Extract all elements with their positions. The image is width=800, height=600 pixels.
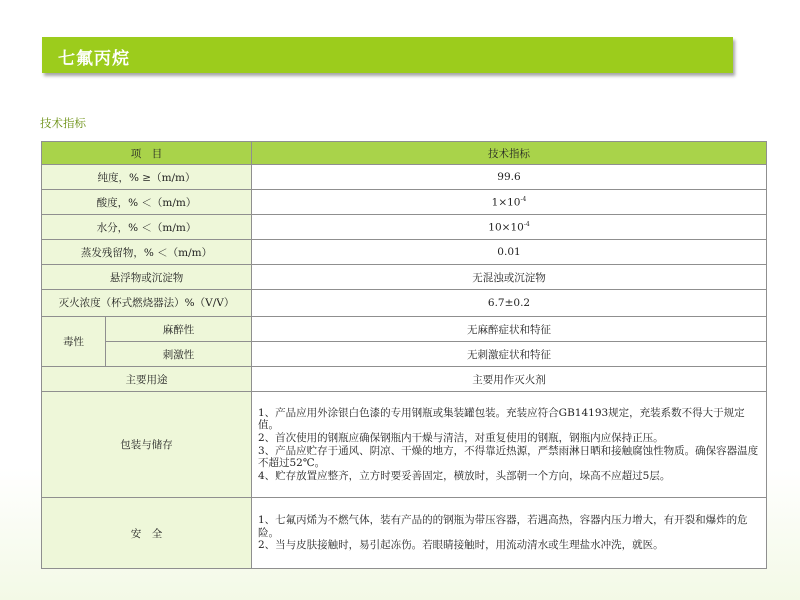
row-value-suspended: 无混浊或沉淀物 <box>252 265 767 290</box>
table-row <box>42 190 767 215</box>
row-label-usage: 主要用途 <box>42 367 252 392</box>
row-label-moisture: 水分，% ＜（m/m） <box>42 215 252 240</box>
row-label-toxicity: 毒性 <box>42 317 106 367</box>
safety-line: 2、当与皮肤接触时，易引起冻伤。若眼睛接触时，用流动清水或生理盐水冲洗，就医。 <box>258 539 664 552</box>
packaging-line: 4、贮存放置应整齐，立方时要妥善固定，横放时，头部朝一个方向，垛高不应超过5层。 <box>258 469 671 482</box>
table-row <box>42 498 767 569</box>
row-label-suspended: 悬浮物或沉淀物 <box>42 265 252 290</box>
row-value-residue: 0.01 <box>252 240 767 265</box>
row-value-extinguish: 6.7±0.2 <box>252 290 767 317</box>
spec-table <box>41 141 767 569</box>
row-value-safety <box>252 498 767 569</box>
row-value-anesthetic: 无麻醉症状和特征 <box>252 317 767 342</box>
moisture-exponent: -4 <box>523 220 530 228</box>
table-row <box>42 317 767 342</box>
table-row <box>42 342 767 367</box>
table-row <box>42 392 767 498</box>
table-row <box>42 367 767 392</box>
acidity-exponent: -4 <box>520 195 527 203</box>
packaging-line: 2、首次使用的钢瓶应确保钢瓶内干燥与清洁，对重复使用的钢瓶，钢瓶内应保持正压。 <box>258 431 664 444</box>
table-row <box>42 290 767 317</box>
moisture-base: 10×10 <box>488 221 524 234</box>
row-label-packaging: 包装与储存 <box>42 392 252 498</box>
safety-line: 1、七氟丙烯为不燃气体，装有产品的的钢瓶为带压容器，若遇高热，容器内压力增大，有开裂和爆炸的危险。 <box>258 514 748 539</box>
row-value-packaging <box>252 392 767 498</box>
section-label: 技术指标 <box>40 116 86 130</box>
row-value-usage: 主要用作灭火剂 <box>252 367 767 392</box>
row-value-irritant: 无刺激症状和特征 <box>252 342 767 367</box>
packaging-line: 3、产品应贮存于通风、阴凉、干燥的地方，不得靠近热源，严禁雨淋日晒和接触腐蚀性物质。确保容器温度不超过52℃。 <box>258 444 759 470</box>
table-row <box>42 240 767 265</box>
header-spec: 技术指标 <box>252 142 767 165</box>
title-bar <box>42 37 733 73</box>
row-value-moisture <box>252 215 767 240</box>
row-value-purity: 99.6 <box>252 165 767 190</box>
row-label-extinguish: 灭火浓度（杯式燃烧器法）%（V/V） <box>42 290 252 317</box>
table-row <box>42 265 767 290</box>
row-label-residue: 蒸发残留物，% ＜（m/m） <box>42 240 252 265</box>
table-row <box>42 215 767 240</box>
acidity-base: 1×10 <box>491 196 521 209</box>
row-label-acidity: 酸度，% ＜（m/m） <box>42 190 252 215</box>
page-title: 七氟丙烷 <box>58 49 130 69</box>
table-row <box>42 165 767 190</box>
header-item: 项 目 <box>42 142 252 165</box>
row-label-safety: 安 全 <box>42 498 252 569</box>
row-value-acidity <box>252 190 767 215</box>
row-label-irritant: 刺激性 <box>106 342 252 367</box>
packaging-line: 1、产品应用外涂银白色漆的专用钢瓶或集装罐包装。充装应符合GB14193规定，充装系数不得大于规定值。 <box>258 406 745 432</box>
table-header-row <box>42 142 767 165</box>
row-label-purity: 纯度，% ≥（m/m） <box>42 165 252 190</box>
row-label-anesthetic: 麻醉性 <box>106 317 252 342</box>
